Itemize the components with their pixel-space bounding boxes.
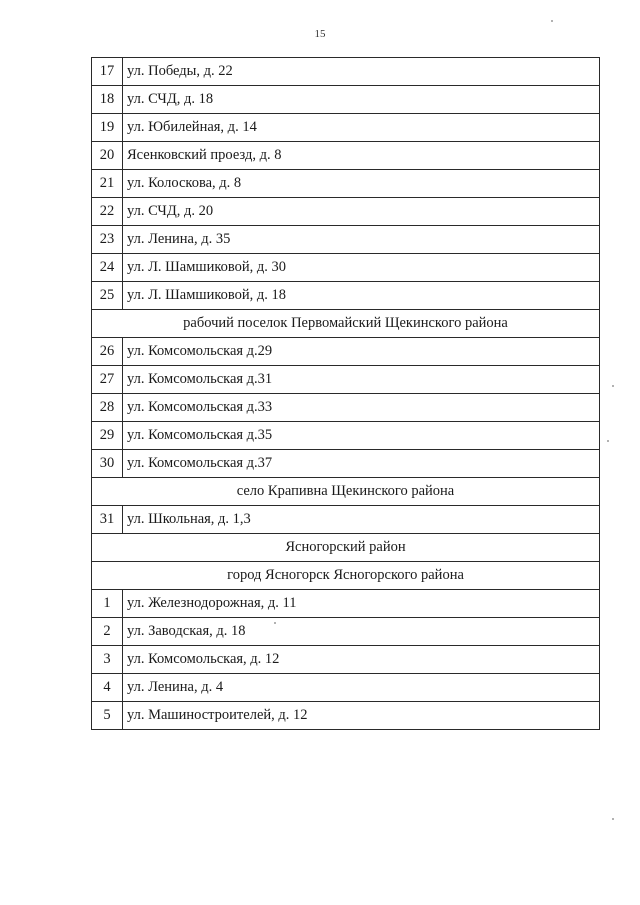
table-row (92, 422, 600, 450)
table-row (92, 226, 600, 254)
row-address: ул. Л. Шамшиковой, д. 18 (123, 282, 600, 310)
row-number: 1 (92, 590, 123, 618)
row-number: 2 (92, 618, 123, 646)
scan-speck (607, 440, 609, 442)
address-table-body (92, 58, 600, 730)
table-row (92, 450, 600, 478)
row-address: ул. Машиностроителей, д. 12 (123, 702, 600, 730)
row-address: ул. Комсомольская д.31 (123, 366, 600, 394)
section-heading: село Крапивна Щекинского района (92, 478, 600, 506)
row-address: ул. Заводская, д. 18 (123, 618, 600, 646)
table-row (92, 590, 600, 618)
row-address: ул. Комсомольская д.35 (123, 422, 600, 450)
section-heading-row (92, 310, 600, 338)
section-heading-row (92, 534, 600, 562)
row-address: ул. Юбилейная, д. 14 (123, 114, 600, 142)
row-address: ул. Ленина, д. 35 (123, 226, 600, 254)
section-heading-row (92, 562, 600, 590)
row-address: Ясенковский проезд, д. 8 (123, 142, 600, 170)
row-number: 24 (92, 254, 123, 282)
row-address: ул. Л. Шамшиковой, д. 30 (123, 254, 600, 282)
scan-speck (274, 622, 276, 624)
row-address: ул. СЧД, д. 20 (123, 198, 600, 226)
row-number: 18 (92, 86, 123, 114)
row-address: ул. Комсомольская, д. 12 (123, 646, 600, 674)
scan-speck (612, 385, 614, 387)
row-number: 25 (92, 282, 123, 310)
row-address: ул. Комсомольская д.37 (123, 450, 600, 478)
row-number: 20 (92, 142, 123, 170)
row-number: 26 (92, 338, 123, 366)
row-number: 4 (92, 674, 123, 702)
row-number: 31 (92, 506, 123, 534)
address-table (91, 57, 600, 730)
row-address: ул. Комсомольская д.29 (123, 338, 600, 366)
row-address: ул. Комсомольская д.33 (123, 394, 600, 422)
table-row (92, 114, 600, 142)
row-number: 3 (92, 646, 123, 674)
table-row (92, 142, 600, 170)
row-number: 29 (92, 422, 123, 450)
table-row (92, 506, 600, 534)
row-address: ул. СЧД, д. 18 (123, 86, 600, 114)
row-number: 23 (92, 226, 123, 254)
row-number: 28 (92, 394, 123, 422)
row-number: 19 (92, 114, 123, 142)
table-row (92, 198, 600, 226)
row-address: ул. Школьная, д. 1,3 (123, 506, 600, 534)
table-row (92, 674, 600, 702)
page-number: 15 (314, 28, 326, 40)
row-number: 17 (92, 58, 123, 86)
table-row (92, 86, 600, 114)
table-row (92, 254, 600, 282)
row-address: ул. Победы, д. 22 (123, 58, 600, 86)
table-row (92, 394, 600, 422)
table-row (92, 170, 600, 198)
scan-speck (612, 818, 614, 820)
row-number: 30 (92, 450, 123, 478)
table-row (92, 702, 600, 730)
row-address: ул. Ленина, д. 4 (123, 674, 600, 702)
section-heading-row (92, 478, 600, 506)
table-row (92, 618, 600, 646)
table-row (92, 366, 600, 394)
table-row (92, 282, 600, 310)
section-heading: город Ясногорск Ясногорского района (92, 562, 600, 590)
row-number: 5 (92, 702, 123, 730)
row-number: 21 (92, 170, 123, 198)
row-number: 27 (92, 366, 123, 394)
row-number: 22 (92, 198, 123, 226)
table-row (92, 646, 600, 674)
row-address: ул. Колоскова, д. 8 (123, 170, 600, 198)
table-row (92, 338, 600, 366)
scan-speck (551, 20, 553, 22)
section-heading: Ясногорский район (92, 534, 600, 562)
section-heading: рабочий поселок Первомайский Щекинского района (92, 310, 600, 338)
row-address: ул. Железнодорожная, д. 11 (123, 590, 600, 618)
table-row (92, 58, 600, 86)
